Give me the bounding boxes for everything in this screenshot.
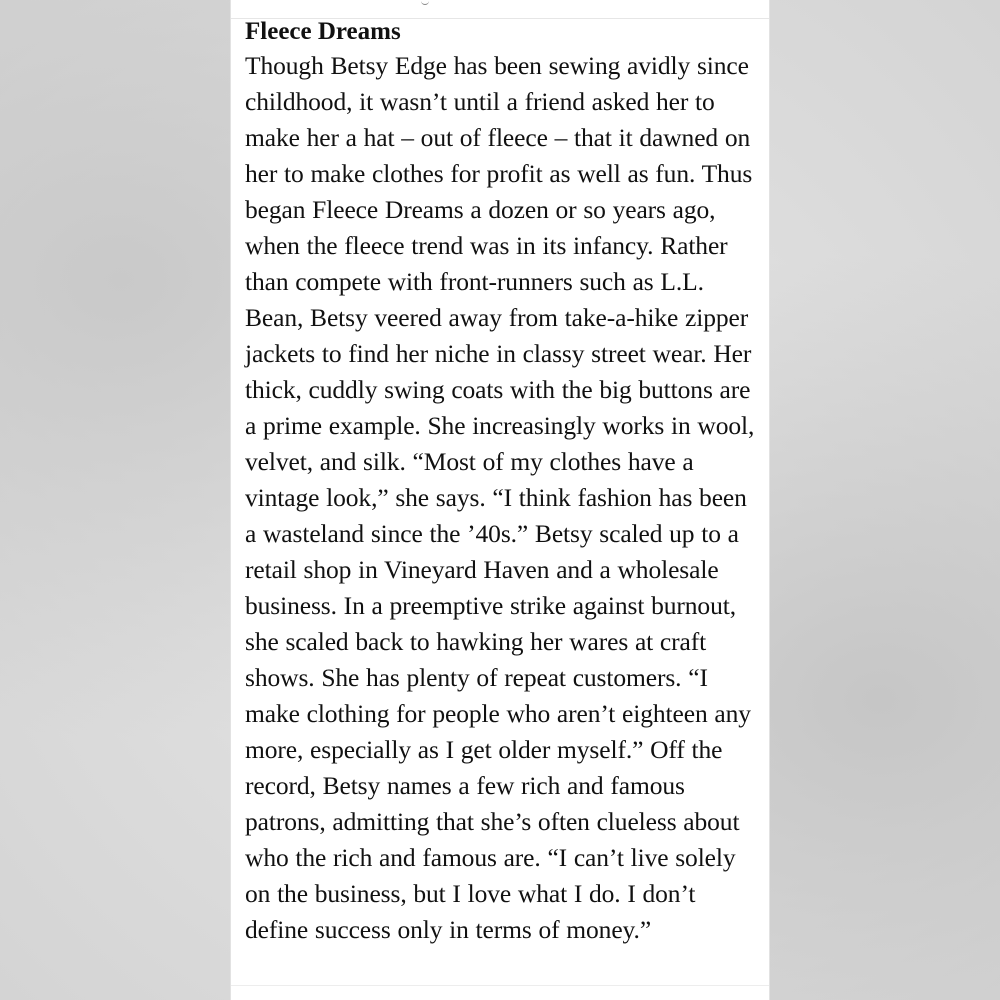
cutoff-glyph: [421, 0, 429, 5]
page-bottom-edge: [231, 985, 769, 1000]
article-body: Though Betsy Edge has been sewing avidly since childhood, it wasn’t until a friend asked her to make her a hat – out of fleece – that it dawned on her to make clothes for profit as well as fun. Thus began Fleece Dreams a dozen or so years ago, when the fleece trend was in its infancy. Rather than compete with front-runners such as L.L. Bean, Betsy veered away from take-a-hike zipper jackets to find her niche in classy street wear. Her thick, cuddly swing coats with the big buttons are a prime example. She increasingly works in wool, velvet, and silk. “Most of my clothes have a vintage look,” she says. “I think fashion has been a wasteland since the ’40s.” Betsy scaled up to a retail shop in Vineyard Haven and a wholesale business. In a preemptive strike against burnout, she scaled back to hawking her wares at craft shows. She has plenty of repeat customers. “I make clothing for people who aren’t eighteen any more, especially as I get older myself.” Off the record, Betsy names a few rich and famous patrons, admitting that she’s often clueless about who the rich and famous are. “I can’t live solely on the business, but I love what I do. I don’t define success only in terms of money.”: [245, 51, 755, 944]
document-page: [230, 0, 770, 1000]
article: [245, 16, 761, 948]
article-title: Fleece Dreams: [245, 18, 401, 45]
